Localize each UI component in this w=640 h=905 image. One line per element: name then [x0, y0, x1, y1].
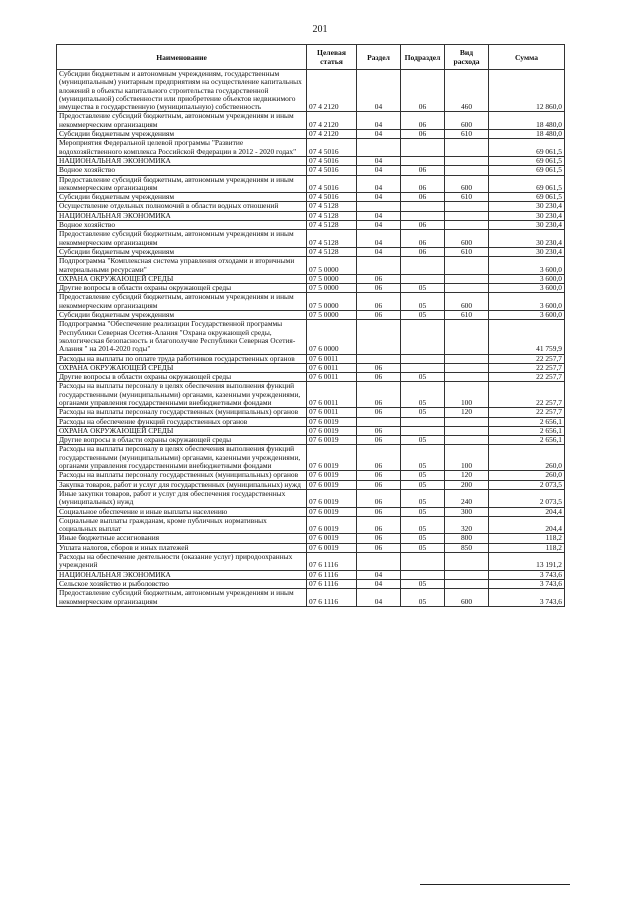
cell-target-article: 07 4 5016 — [307, 139, 357, 157]
cell-subsection: 05 — [401, 471, 445, 480]
cell-expense-type: 600 — [445, 589, 489, 607]
cell-expense-type: 610 — [445, 193, 489, 202]
cell-section: 06 — [357, 274, 401, 283]
cell-subsection: 05 — [401, 445, 445, 471]
cell-amount: 3 600,0 — [489, 257, 565, 275]
cell-section: 04 — [357, 211, 401, 220]
cell-target-article: 07 4 2120 — [307, 112, 357, 130]
cell-expense-type: 600 — [445, 293, 489, 311]
cell-amount: 30 230,4 — [489, 211, 565, 220]
cell-amount: 2 656,1 — [489, 436, 565, 445]
cell-target-article: 07 6 0019 — [307, 543, 357, 552]
cell-name: Предоставление субсидий бюджетным, автономным учреждениям и иным некоммерческим организациям — [57, 589, 307, 607]
page-number: 201 — [312, 24, 328, 35]
cell-section: 06 — [357, 426, 401, 435]
cell-subsection: 05 — [401, 382, 445, 408]
cell-section: 06 — [357, 445, 401, 471]
cell-section: 06 — [357, 373, 401, 382]
cell-subsection: 06 — [401, 193, 445, 202]
cell-target-article: 07 5 0000 — [307, 284, 357, 293]
cell-amount: 3 600,0 — [489, 311, 565, 320]
cell-amount: 12 860,0 — [489, 70, 565, 112]
cell-target-article: 07 4 5128 — [307, 202, 357, 211]
cell-amount: 30 230,4 — [489, 221, 565, 230]
cell-target-article: 07 5 0000 — [307, 257, 357, 275]
cell-expense-type — [445, 579, 489, 588]
cell-section: 06 — [357, 363, 401, 372]
cell-target-article: 07 4 5016 — [307, 156, 357, 165]
cell-section: 06 — [357, 436, 401, 445]
cell-amount: 18 480,0 — [489, 112, 565, 130]
cell-name: Субсидии бюджетным учреждениям — [57, 130, 307, 139]
cell-section: 04 — [357, 579, 401, 588]
cell-name: Социальные выплаты гражданам, кроме публичных нормативных социальных выплат — [57, 516, 307, 534]
cell-expense-type — [445, 274, 489, 283]
cell-section — [357, 320, 401, 354]
cell-name: Субсидии бюджетным учреждениям — [57, 193, 307, 202]
cell-amount: 3 600,0 — [489, 284, 565, 293]
header-subsection: Подраздел — [401, 45, 445, 70]
table-row — [57, 589, 565, 607]
cell-target-article: 07 4 2120 — [307, 130, 357, 139]
cell-target-article: 07 6 0011 — [307, 382, 357, 408]
cell-expense-type: 800 — [445, 534, 489, 543]
table-row — [57, 471, 565, 480]
cell-section — [357, 257, 401, 275]
cell-expense-type — [445, 426, 489, 435]
cell-target-article: 07 5 0000 — [307, 274, 357, 283]
cell-expense-type — [445, 373, 489, 382]
cell-target-article: 07 6 0019 — [307, 436, 357, 445]
cell-amount: 13 191,2 — [489, 553, 565, 571]
table-row — [57, 489, 565, 507]
cell-expense-type: 850 — [445, 543, 489, 552]
cell-target-article: 07 6 1116 — [307, 553, 357, 571]
cell-section: 04 — [357, 570, 401, 579]
cell-subsection — [401, 354, 445, 363]
cell-section: 04 — [357, 589, 401, 607]
cell-subsection: 06 — [401, 130, 445, 139]
cell-subsection: 05 — [401, 373, 445, 382]
header-section: Раздел — [357, 45, 401, 70]
cell-target-article: 07 6 0019 — [307, 507, 357, 516]
cell-section: 06 — [357, 480, 401, 489]
cell-section: 04 — [357, 230, 401, 248]
cell-subsection: 06 — [401, 221, 445, 230]
cell-name: ОХРАНА ОКРУЖАЮЩЕЙ СРЕДЫ — [57, 274, 307, 283]
cell-section — [357, 354, 401, 363]
cell-target-article: 07 5 0000 — [307, 293, 357, 311]
cell-expense-type — [445, 221, 489, 230]
cell-expense-type — [445, 354, 489, 363]
cell-expense-type — [445, 417, 489, 426]
cell-name: Другие вопросы в области охраны окружающей среды — [57, 284, 307, 293]
cell-target-article: 07 4 5128 — [307, 230, 357, 248]
cell-target-article: 07 4 5128 — [307, 247, 357, 256]
cell-expense-type — [445, 320, 489, 354]
table-row — [57, 257, 565, 275]
cell-expense-type — [445, 284, 489, 293]
cell-subsection: 05 — [401, 534, 445, 543]
cell-section: 06 — [357, 284, 401, 293]
cell-expense-type: 600 — [445, 230, 489, 248]
cell-section — [357, 139, 401, 157]
table-row — [57, 175, 565, 193]
cell-subsection: 05 — [401, 311, 445, 320]
table-row — [57, 166, 565, 175]
cell-amount: 2 656,1 — [489, 417, 565, 426]
footer-divider — [420, 884, 570, 885]
cell-subsection: 05 — [401, 507, 445, 516]
cell-amount: 69 061,5 — [489, 175, 565, 193]
cell-name: Другие вопросы в области охраны окружающей среды — [57, 373, 307, 382]
cell-expense-type — [445, 436, 489, 445]
table-row — [57, 417, 565, 426]
cell-amount: 30 230,4 — [489, 230, 565, 248]
cell-target-article: 07 6 0011 — [307, 408, 357, 417]
cell-name: Уплата налогов, сборов и иных платежей — [57, 543, 307, 552]
table-header-row — [57, 45, 565, 70]
cell-section: 04 — [357, 175, 401, 193]
cell-target-article: 07 6 0019 — [307, 426, 357, 435]
cell-subsection: 05 — [401, 436, 445, 445]
cell-expense-type: 100 — [445, 445, 489, 471]
table-row — [57, 354, 565, 363]
cell-name: Расходы на выплаты персоналу государственных (муниципальных) органов — [57, 471, 307, 480]
cell-expense-type — [445, 570, 489, 579]
table-row — [57, 553, 565, 571]
cell-name: Расходы на выплаты персоналу в целях обеспечения выполнения функций государственными (муниципальными) органами, казенными учреждениями, органами управления государственными внебюджетными фондами — [57, 445, 307, 471]
cell-expense-type — [445, 211, 489, 220]
cell-name: Расходы на выплаты персоналу государственных (муниципальных) органов — [57, 408, 307, 417]
cell-expense-type: 320 — [445, 516, 489, 534]
cell-section: 04 — [357, 247, 401, 256]
cell-name: Расходы на выплаты персоналу в целях обеспечения выполнения функций государственными (муниципальными) органами, казенными учреждениями, органами управления государственными внебюджетными фондами — [57, 382, 307, 408]
header-target-article: Целевая статья — [307, 45, 357, 70]
cell-expense-type — [445, 257, 489, 275]
header-amount: Сумма — [489, 45, 565, 70]
cell-name: Осуществление отдельных полномочий в области водных отношений — [57, 202, 307, 211]
cell-name: Субсидии бюджетным учреждениям — [57, 247, 307, 256]
cell-amount: 30 230,4 — [489, 247, 565, 256]
table-body — [57, 70, 565, 607]
header-expense-type: Вид расхода — [445, 45, 489, 70]
cell-amount: 3 600,0 — [489, 293, 565, 311]
cell-expense-type — [445, 202, 489, 211]
cell-amount: 69 061,5 — [489, 166, 565, 175]
cell-amount: 22 257,7 — [489, 373, 565, 382]
cell-section: 04 — [357, 221, 401, 230]
cell-expense-type: 120 — [445, 471, 489, 480]
cell-expense-type — [445, 139, 489, 157]
cell-name: ОХРАНА ОКРУЖАЮЩЕЙ СРЕДЫ — [57, 426, 307, 435]
header-name: Наименование — [57, 45, 307, 70]
cell-expense-type — [445, 166, 489, 175]
cell-amount: 2 073,5 — [489, 480, 565, 489]
cell-amount: 118,2 — [489, 534, 565, 543]
table-row — [57, 516, 565, 534]
cell-expense-type — [445, 156, 489, 165]
cell-expense-type — [445, 553, 489, 571]
table-row — [57, 112, 565, 130]
cell-name: Предоставление субсидий бюджетным, автономным учреждениям и иным некоммерческим организациям — [57, 175, 307, 193]
cell-amount: 118,2 — [489, 543, 565, 552]
cell-section: 04 — [357, 166, 401, 175]
cell-subsection: 05 — [401, 543, 445, 552]
cell-target-article: 07 5 0000 — [307, 311, 357, 320]
cell-target-article: 07 6 0011 — [307, 354, 357, 363]
cell-section: 06 — [357, 471, 401, 480]
table-row — [57, 507, 565, 516]
cell-section: 04 — [357, 156, 401, 165]
cell-name: ОХРАНА ОКРУЖАЮЩЕЙ СРЕДЫ — [57, 363, 307, 372]
table-row — [57, 320, 565, 354]
cell-section: 04 — [357, 70, 401, 112]
cell-amount: 22 257,7 — [489, 363, 565, 372]
cell-amount: 3 600,0 — [489, 274, 565, 283]
cell-section: 06 — [357, 534, 401, 543]
cell-target-article: 07 4 5016 — [307, 193, 357, 202]
cell-subsection: 05 — [401, 589, 445, 607]
cell-subsection: 06 — [401, 166, 445, 175]
cell-amount: 204,4 — [489, 516, 565, 534]
cell-subsection — [401, 320, 445, 354]
cell-subsection: 06 — [401, 112, 445, 130]
cell-target-article: 07 6 0019 — [307, 480, 357, 489]
cell-target-article: 07 6 1116 — [307, 589, 357, 607]
cell-subsection: 06 — [401, 70, 445, 112]
cell-expense-type: 100 — [445, 382, 489, 408]
cell-expense-type: 300 — [445, 507, 489, 516]
table-row — [57, 534, 565, 543]
cell-target-article: 07 4 5128 — [307, 221, 357, 230]
cell-name: Иные закупки товаров, работ и услуг для обеспечения государственных (муниципальных) нужд — [57, 489, 307, 507]
cell-amount: 30 230,4 — [489, 202, 565, 211]
cell-section: 06 — [357, 408, 401, 417]
cell-target-article: 07 4 5128 — [307, 211, 357, 220]
cell-section: 04 — [357, 130, 401, 139]
cell-amount: 69 061,5 — [489, 156, 565, 165]
cell-name: Подпрограмма "Комплексная система управления отходами и вторичными материальными ресурсами" — [57, 257, 307, 275]
cell-amount: 18 480,0 — [489, 130, 565, 139]
cell-expense-type: 610 — [445, 247, 489, 256]
cell-name: Предоставление субсидий бюджетным, автономным учреждениям и иным некоммерческим организациям — [57, 230, 307, 248]
budget-table — [56, 44, 565, 607]
cell-name: Водное хозяйство — [57, 166, 307, 175]
cell-target-article: 07 6 0019 — [307, 489, 357, 507]
cell-name: Мероприятия Федеральной целевой программы "Развитие водохозяйственного комплекса Российской Федерации в 2012 - 2020 годах" — [57, 139, 307, 157]
cell-expense-type: 460 — [445, 70, 489, 112]
cell-target-article: 07 4 2120 — [307, 70, 357, 112]
cell-expense-type: 200 — [445, 480, 489, 489]
table-row — [57, 70, 565, 112]
cell-amount: 22 257,7 — [489, 408, 565, 417]
cell-expense-type: 610 — [445, 130, 489, 139]
cell-section: 06 — [357, 516, 401, 534]
cell-amount: 22 257,7 — [489, 382, 565, 408]
cell-target-article: 07 4 5016 — [307, 175, 357, 193]
cell-name: Закупка товаров, работ и услуг для государственных (муниципальных) нужд — [57, 480, 307, 489]
cell-amount: 204,4 — [489, 507, 565, 516]
cell-section: 06 — [357, 489, 401, 507]
cell-amount: 3 743,6 — [489, 570, 565, 579]
cell-subsection: 06 — [401, 175, 445, 193]
table-row — [57, 382, 565, 408]
cell-subsection: 05 — [401, 284, 445, 293]
cell-section: 06 — [357, 311, 401, 320]
cell-target-article: 07 6 0000 — [307, 320, 357, 354]
cell-section — [357, 417, 401, 426]
table-row — [57, 139, 565, 157]
cell-name: Предоставление субсидий бюджетным, автономным учреждениям и иным некоммерческим организациям — [57, 112, 307, 130]
cell-name: НАЦИОНАЛЬНАЯ ЭКОНОМИКА — [57, 570, 307, 579]
cell-name: Расходы на выплаты по оплате труда работников государственных органов — [57, 354, 307, 363]
cell-target-article: 07 6 1116 — [307, 579, 357, 588]
cell-amount: 22 257,7 — [489, 354, 565, 363]
cell-amount: 260,0 — [489, 445, 565, 471]
cell-section: 06 — [357, 382, 401, 408]
cell-target-article: 07 6 0019 — [307, 471, 357, 480]
cell-section: 04 — [357, 112, 401, 130]
table-row — [57, 293, 565, 311]
cell-expense-type: 600 — [445, 112, 489, 130]
cell-subsection: 05 — [401, 408, 445, 417]
cell-expense-type: 600 — [445, 175, 489, 193]
cell-name: Иные бюджетные ассигнования — [57, 534, 307, 543]
cell-expense-type: 240 — [445, 489, 489, 507]
cell-target-article: 07 6 0011 — [307, 373, 357, 382]
cell-amount: 260,0 — [489, 471, 565, 480]
cell-name: Социальное обеспечение и иные выплаты населению — [57, 507, 307, 516]
cell-subsection — [401, 553, 445, 571]
cell-name: Расходы на обеспечение функций государственных органов — [57, 417, 307, 426]
cell-amount: 3 743,6 — [489, 589, 565, 607]
cell-expense-type: 120 — [445, 408, 489, 417]
cell-target-article: 07 6 0019 — [307, 516, 357, 534]
cell-amount: 41 759,9 — [489, 320, 565, 354]
cell-section — [357, 202, 401, 211]
cell-target-article: 07 6 0011 — [307, 363, 357, 372]
cell-name: Другие вопросы в области охраны окружающей среды — [57, 436, 307, 445]
cell-amount: 69 061,5 — [489, 193, 565, 202]
cell-section: 06 — [357, 293, 401, 311]
cell-name: Расходы на обеспечение деятельности (оказание услуг) природоохранных учреждений — [57, 553, 307, 571]
cell-subsection: 05 — [401, 516, 445, 534]
cell-amount: 3 743,6 — [489, 579, 565, 588]
cell-target-article: 07 6 1116 — [307, 570, 357, 579]
cell-amount: 69 061,5 — [489, 139, 565, 157]
cell-subsection: 05 — [401, 293, 445, 311]
cell-target-article: 07 4 5016 — [307, 166, 357, 175]
cell-name: НАЦИОНАЛЬНАЯ ЭКОНОМИКА — [57, 211, 307, 220]
cell-subsection: 05 — [401, 489, 445, 507]
cell-amount: 2 073,5 — [489, 489, 565, 507]
cell-subsection — [401, 257, 445, 275]
cell-name: Предоставление субсидий бюджетным, автономным учреждениям и иным некоммерческим организациям — [57, 293, 307, 311]
table-row — [57, 230, 565, 248]
cell-subsection — [401, 139, 445, 157]
cell-expense-type: 610 — [445, 311, 489, 320]
cell-name: НАЦИОНАЛЬНАЯ ЭКОНОМИКА — [57, 156, 307, 165]
cell-subsection — [401, 202, 445, 211]
cell-section: 06 — [357, 543, 401, 552]
cell-name: Субсидии бюджетным учреждениям — [57, 311, 307, 320]
table-row — [57, 202, 565, 211]
cell-target-article: 07 6 0019 — [307, 445, 357, 471]
cell-name: Субсидии бюджетным и автономным учреждениям, государственным (муниципальным) унитарным предприятиям на осуществление капитальных вложений в объекты капитального строительства государственной (муниципальной) собственности или приобретение объектов недвижимого имущества в государственную (муниципальную) собственность — [57, 70, 307, 112]
cell-section — [357, 553, 401, 571]
cell-target-article: 07 6 0019 — [307, 534, 357, 543]
table-row — [57, 445, 565, 471]
cell-subsection: 05 — [401, 579, 445, 588]
cell-expense-type — [445, 363, 489, 372]
cell-subsection — [401, 417, 445, 426]
cell-name: Водное хозяйство — [57, 221, 307, 230]
cell-name: Подпрограмма "Обеспечение реализации Государственной программы Республики Северная Осетия-Алания "Охрана окружающей среды, экологическая безопасность и благополучие Республики Северная Осетия-Алания " на 2014-2020 годы" — [57, 320, 307, 354]
table-row — [57, 408, 565, 417]
cell-subsection: 06 — [401, 230, 445, 248]
cell-subsection: 06 — [401, 247, 445, 256]
cell-amount: 2 656,1 — [489, 426, 565, 435]
cell-section: 06 — [357, 507, 401, 516]
cell-section: 04 — [357, 193, 401, 202]
cell-subsection: 05 — [401, 480, 445, 489]
cell-name: Сельское хозяйство и рыболовство — [57, 579, 307, 588]
cell-target-article: 07 6 0019 — [307, 417, 357, 426]
